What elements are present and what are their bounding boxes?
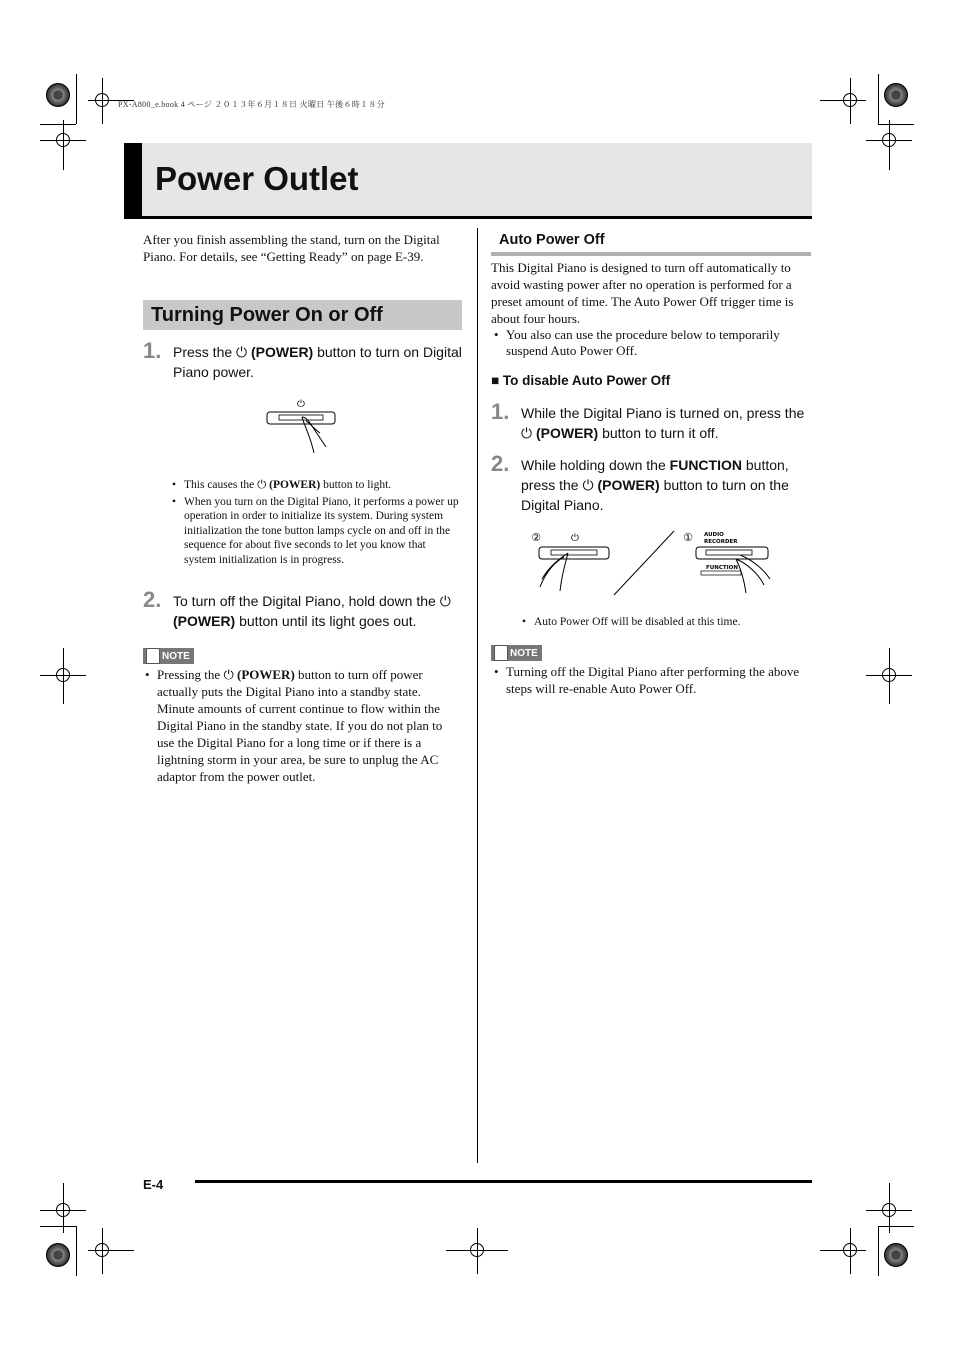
subhead-bar — [491, 252, 811, 256]
disable-step-2-text: While holding down the FUNCTION button, press the ⏻ (POWER) button to turn on the Digital Piano. — [521, 457, 789, 513]
column-divider — [477, 228, 478, 1163]
auto-power-paragraph: This Digital Piano is designed to turn off automatically to avoid wasting power after no operation is performed for a preset amount of time. The Auto Power Off trigger time is about four hours. — [491, 260, 794, 326]
step-1-bullets — [170, 478, 460, 567]
note-badge: NOTE — [143, 648, 194, 669]
power-icon: ⏻ — [223, 667, 234, 682]
function-power-figure — [526, 527, 776, 599]
svg-text:RECORDER: RECORDER — [704, 539, 738, 545]
step-number: 2. — [143, 587, 162, 612]
subhead-auto-power-off: Auto Power Off — [499, 232, 605, 248]
svg-text:⏻: ⏻ — [297, 399, 305, 410]
note-text — [143, 666, 459, 785]
auto-power-bullet — [492, 327, 812, 359]
power-icon: ⏻ — [257, 479, 267, 491]
power-icon: ⏻ — [439, 593, 451, 609]
power-button-figure — [262, 395, 342, 457]
power-icon: ⏻ — [521, 425, 533, 441]
power-icon: ⏻ — [236, 344, 248, 360]
step-number: 1. — [143, 338, 162, 363]
disable-heading: ■ To disable Auto Power Off — [491, 373, 671, 388]
svg-text:AUDIO: AUDIO — [704, 532, 724, 538]
svg-text:②: ② — [531, 531, 541, 544]
page-title: Power Outlet — [155, 160, 359, 197]
note-icon — [146, 648, 160, 664]
step-number: 1. — [491, 399, 510, 424]
step-1-text: Press the ⏻ (POWER) button to turn on Digital Piano power. — [173, 344, 462, 380]
hand-pressing-icon — [262, 395, 342, 457]
figure-bullet — [520, 615, 810, 630]
disable-step-1-text: While the Digital Piano is turned on, press the ⏻ (POWER) button to turn it off. — [521, 405, 805, 441]
header-info: PX-A800_e.book 4 ページ ２０１３年６月１８日 火曜日 午後６時１８分 — [118, 100, 385, 109]
intro-paragraph: After you finish assembling the stand, turn on the Digital Piano. For details, see “Getting Ready” on page E-39. — [143, 232, 440, 264]
note-badge: NOTE — [491, 645, 542, 666]
list-item: • Turning off the Digital Piano after performing the above steps will re-enable Auto Power Off. — [492, 663, 808, 697]
note-icon — [494, 645, 508, 661]
two-hands-icon — [526, 527, 776, 599]
footer-rule — [195, 1180, 812, 1183]
svg-text:FUNCTION: FUNCTION — [706, 565, 738, 571]
page-number: E-4 — [143, 1177, 164, 1192]
svg-text:①: ① — [683, 531, 693, 544]
title-underline — [124, 216, 812, 219]
list-item: • When you turn on the Digital Piano, it performs a power up operation in order to initialize its system. During system initialization the tone button lamps cycle on and off in the sequence for about five seconds to let you know that system initialization is in progress. — [170, 495, 460, 568]
note-text — [492, 663, 808, 697]
list-item: • You also can use the procedure below to temporarily suspend Auto Power Off. — [492, 327, 812, 359]
power-icon: ⏻ — [582, 477, 594, 493]
list-item: • Pressing the ⏻ (POWER) button to turn off power actually puts the Digital Piano into a standby state. Minute amounts of current continue to flow within the Digital Piano in the standby state. If you do not plan to use the Digital Piano for a long time or if there is a lightning storm in your area, be sure to unplug the AC adaptor from the power outlet. — [143, 666, 459, 785]
svg-text:⏻: ⏻ — [571, 533, 579, 544]
step-number: 2. — [491, 451, 510, 476]
step-2-text: To turn off the Digital Piano, hold down the ⏻ (POWER) button until its light goes out. — [173, 593, 451, 629]
section-title: Turning Power On or Off — [151, 304, 383, 326]
title-accent — [124, 143, 142, 219]
list-item: • This causes the ⏻ (POWER) button to light. — [170, 478, 460, 493]
list-item: • Auto Power Off will be disabled at this time. — [520, 615, 810, 630]
